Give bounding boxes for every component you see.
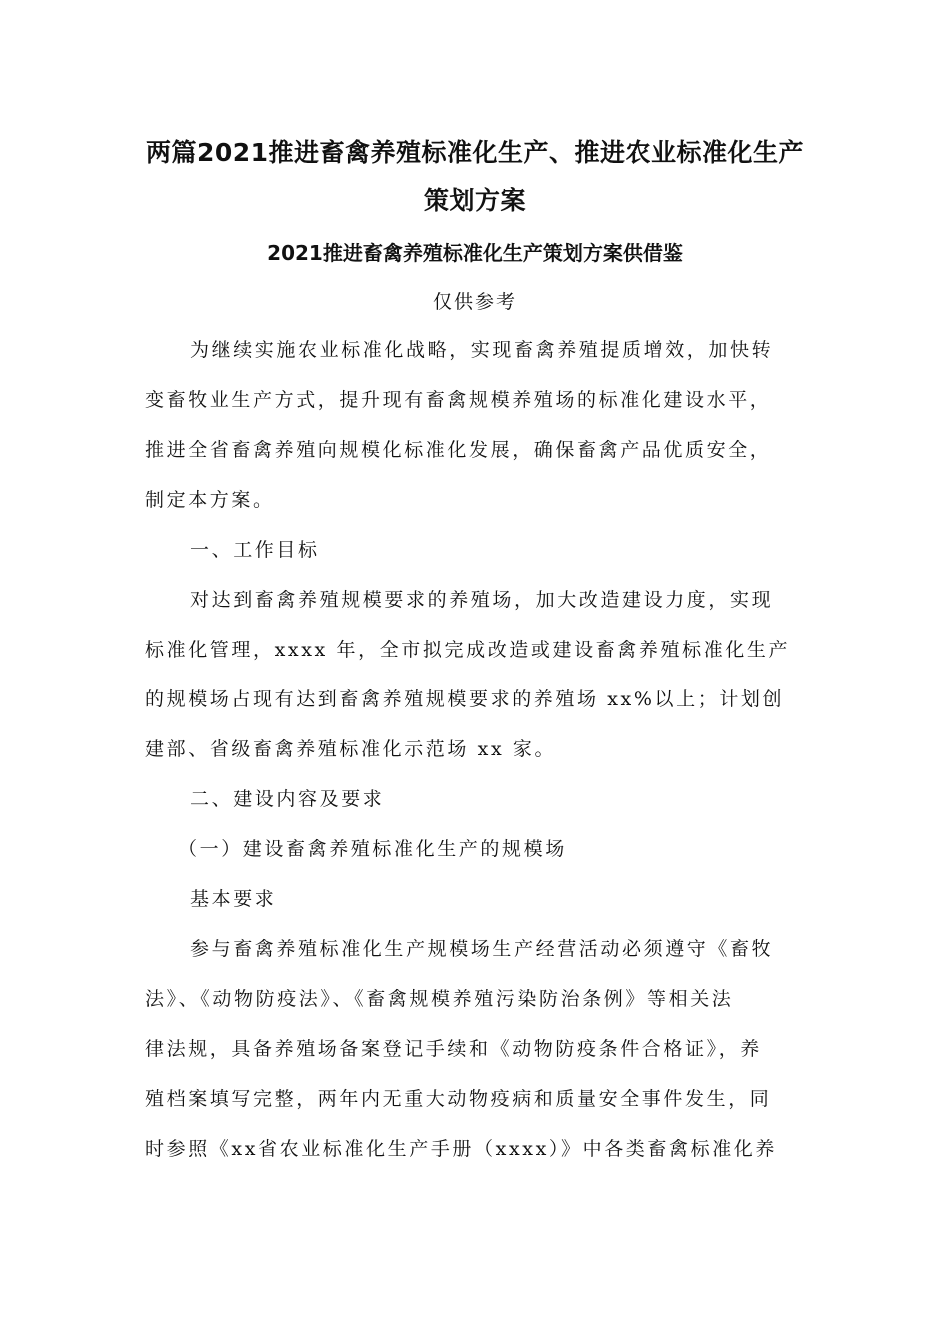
document-title-line-2: 策划方案 xyxy=(423,186,526,215)
body-line: 变畜牧业生产方式，提升现有畜禽规模养殖场的标准化建设水平， xyxy=(145,389,772,411)
document-subtitle: 2021推进畜禽养殖标准化生产策划方案供借鉴 xyxy=(267,241,683,265)
body-line: 参与畜禽养殖标准化生产规模场生产经营活动必须遵守《畜牧 xyxy=(190,938,774,960)
body-line: 律法规，具备养殖场备案登记手续和《动物防疫条件合格证》，养 xyxy=(145,1038,762,1060)
body-line: 殖档案填写完整，两年内无重大动物疫病和质量安全事件发生，同 xyxy=(145,1088,772,1110)
body-line: 标准化管理，xxxx 年，全市拟完成改造或建设畜禽养殖标准化生产 xyxy=(145,639,791,661)
subsection-heading: （一）建设畜禽养殖标准化生产的规模场 xyxy=(178,838,567,860)
body-line: 时参照《xx省农业标准化生产手册（xxxx）》中各类畜禽标准化养 xyxy=(145,1138,777,1160)
section-heading: 一、工作目标 xyxy=(190,539,320,561)
body-line: 为继续实施农业标准化战略，实现畜禽养殖提质增效，加快转 xyxy=(190,339,774,361)
body-line: 法》、《动物防疫法》、《畜禽规模养殖污染防治条例》等相关法 xyxy=(145,988,734,1010)
document-title-line-1: 两篇2021推进畜禽养殖标准化生产、推进农业标准化生产 xyxy=(145,138,805,167)
body-line: 的规模场占现有达到畜禽养殖规模要求的养殖场 xx%以上；计划创 xyxy=(145,688,785,710)
body-line: 推进全省畜禽养殖向规模化标准化发展，确保畜禽产品优质安全， xyxy=(145,439,772,461)
section-heading: 二、建设内容及要求 xyxy=(190,788,385,810)
subsection-label: 基本要求 xyxy=(190,888,277,910)
body-line: 建部、省级畜禽养殖标准化示范场 xx 家。 xyxy=(145,738,557,760)
reference-note: 仅供参考 xyxy=(432,291,517,313)
body-line: 制定本方案。 xyxy=(145,489,275,511)
body-line: 对达到畜禽养殖规模要求的养殖场，加大改造建设力度，实现 xyxy=(190,589,774,611)
